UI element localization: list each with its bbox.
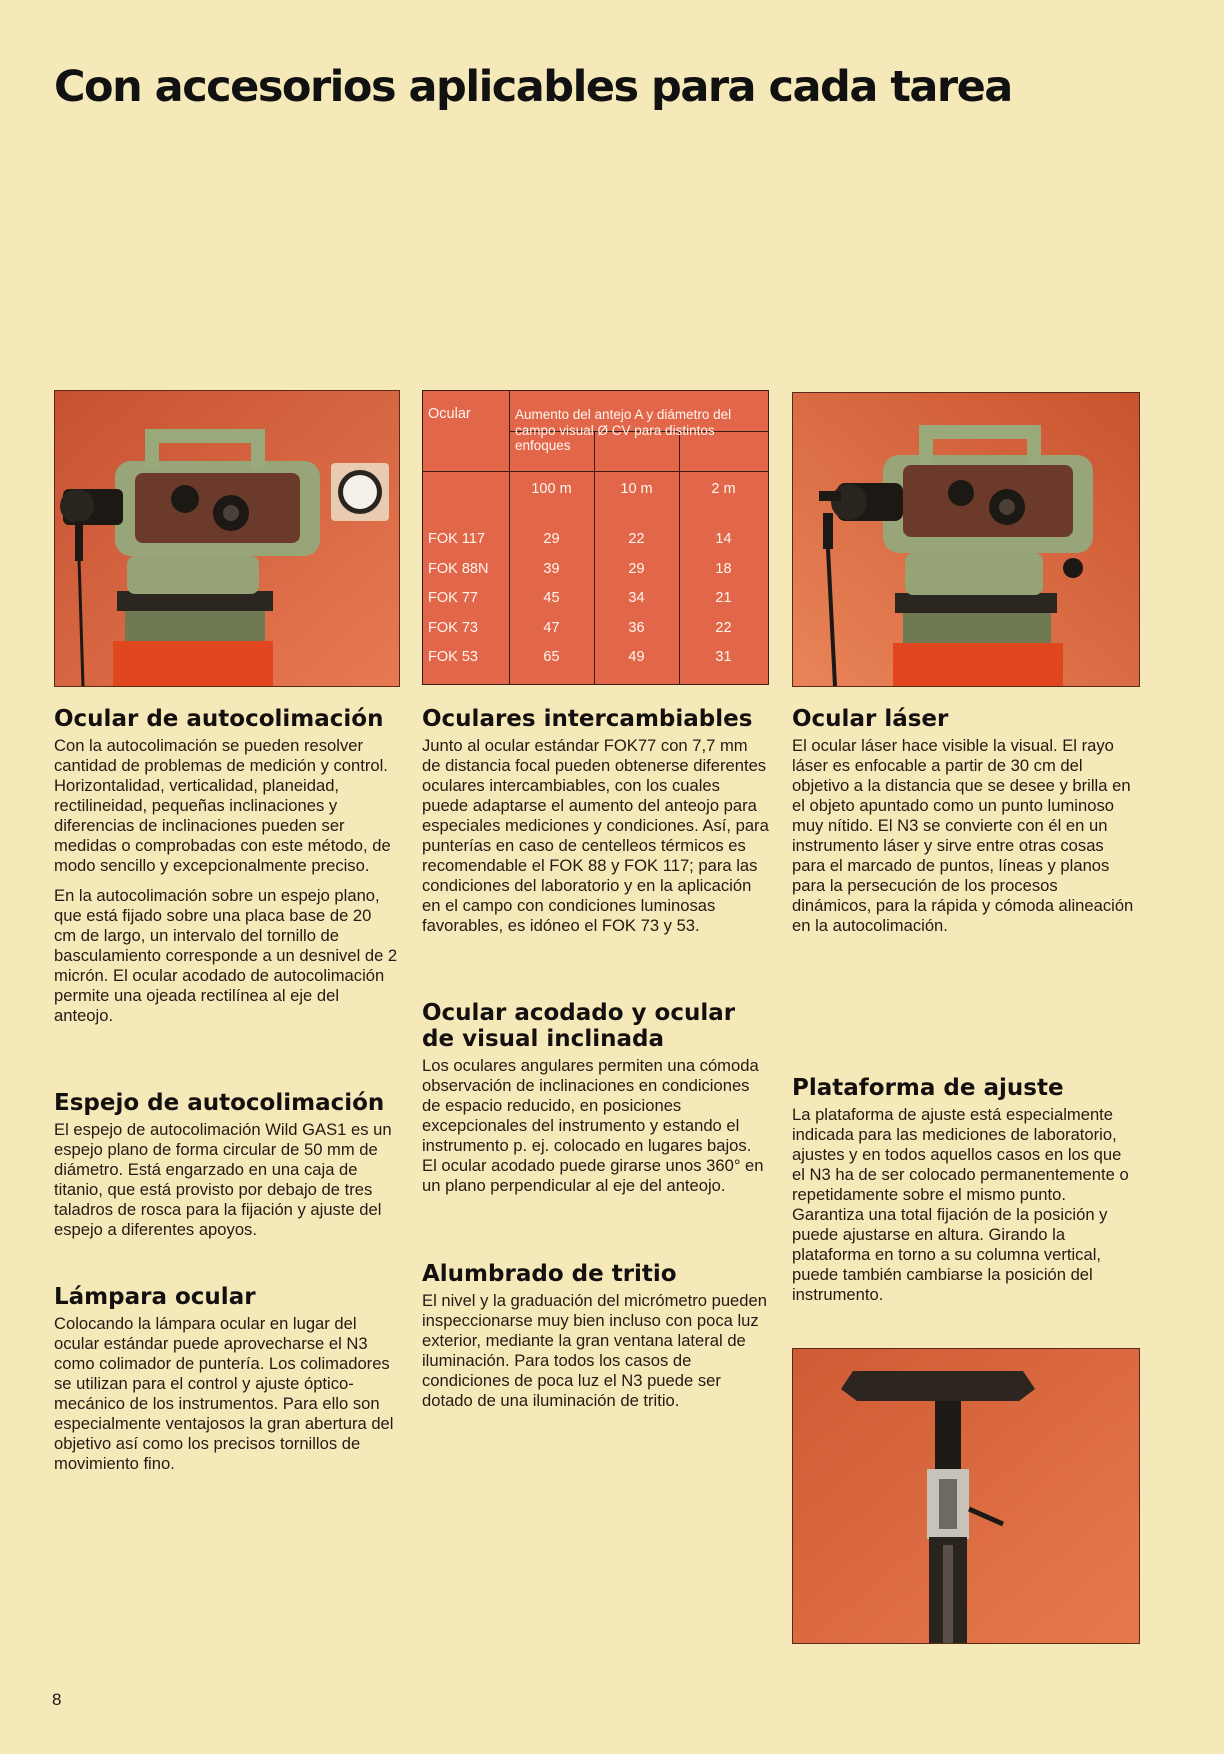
section-paragraph: El ocular láser hace visible la visual. El rayo láser es enfocable a partir de 30 cm del objetivo a la distancia que se desee y brilla en el objeto apuntado como un punto luminoso muy nítido. El N3 se convierte con él en un instrumento láser y sirve entre otras cosas para el marcado de puntos, líneas y planos para la persecución de los procesos dinámicos, para la rápida y cómoda alineación en la autocolimación. — [792, 736, 1134, 935]
table-header-ocular: Ocular — [428, 406, 471, 422]
section-ocular-laser — [792, 706, 1138, 936]
table-cell: 21 — [715, 590, 732, 606]
section-espejo-autocolimacion — [54, 1090, 398, 1240]
section-heading: Lámpara ocular — [54, 1284, 256, 1310]
photo-adjustment-platform — [792, 1348, 1140, 1644]
section-oculares-intercambiables — [422, 706, 769, 936]
table-cell: 18 — [715, 561, 732, 577]
table-header-distance-2m: 2 m — [711, 481, 736, 497]
section-paragraph: En la autocolimación sobre un espejo plano, que está fijado sobre una placa base de 20 cm de largo, un intervalo del tornillo de basculamiento corresponde a un desnivel de 2 micrón. El ocular acodado de autocolimación permite una ojeada rectilínea al eje del anteojo. — [54, 886, 398, 1025]
eyepiece-magnification-table — [422, 390, 769, 685]
page-title: Con accesorios aplicables para cada tarea — [54, 62, 1012, 112]
table-row-ocular: FOK 53 — [428, 649, 478, 665]
table-cell: 29 — [543, 531, 560, 547]
photo-laser-eyepiece-instrument — [792, 392, 1140, 687]
section-heading: Ocular láser — [792, 706, 949, 732]
table-header-distance-10m: 10 m — [620, 481, 653, 497]
table-cell: 65 — [543, 649, 560, 665]
table-row-ocular: FOK 77 — [428, 590, 478, 606]
section-heading: Oculares intercambiables — [422, 706, 753, 732]
table-header-magnification: Aumento del antejo A y diámetro del campo visual Ø CV para distintos enfoques — [515, 407, 732, 453]
table-cell: 49 — [628, 649, 645, 665]
table-header-distance-100m: 100 m — [531, 481, 572, 497]
table-cell: 36 — [628, 620, 645, 636]
section-ocular-acodado — [422, 1000, 769, 1196]
photo-autocollimation-instrument — [54, 390, 400, 687]
section-paragraph: El espejo de autocolimación Wild GAS1 es un espejo plano de forma circular de 50 mm de diámetro. Está engarzado en una caja de titanio, que está provisto por debajo de tres taladros de rosca para la fijación y ajuste del espejo a diferentes apoyos. — [54, 1120, 392, 1239]
table-cell: 31 — [715, 649, 732, 665]
table-cell: 45 — [543, 590, 560, 606]
section-plataforma-ajuste — [792, 1075, 1138, 1305]
section-paragraph: Con la autocolimación se pueden resolver cantidad de problemas de medición y control. Horizontalidad, verticalidad, planeidad, rectilineidad, pequeñas inclinaciones y diferencias de inclinaciones pueden ser medidas o comprobadas con este método, de modo sencillo y excepcionalmente preciso. — [54, 736, 391, 875]
section-ocular-autocolimacion — [54, 706, 398, 1026]
table-row-ocular: FOK 117 — [428, 531, 485, 547]
table-cell: 22 — [628, 531, 645, 547]
section-heading: Ocular de autocolimación — [54, 706, 384, 732]
section-paragraph: Colocando la lámpara ocular en lugar del ocular estándar puede aprovecharse el N3 como colimador de puntería. Los colimadores se utilizan para el control y ajuste óptico-mecánico de los instrumentos. Para ello son especialmente ventajosos la gran abertura del objetivo así como los precisos tornillos de movimiento fino. — [54, 1314, 394, 1473]
section-heading: Espejo de autocolimación — [54, 1090, 385, 1116]
section-alumbrado-tritio — [422, 1261, 769, 1411]
section-paragraph: Junto al ocular estándar FOK77 con 7,7 mm de distancia focal pueden obtenerse diferentes oculares intercambiables, con los cuales puede adaptarse el aumento del anteojo para especiales mediciones y condiciones. Así, para punterías en caso de centelleos térmicos es recomendable el FOK 88 y FOK 117; para las condiciones del laboratorio y en la aplicación en el campo con condiciones luminosas favorables, es idóneo el FOK 73 y 53. — [422, 736, 769, 935]
section-paragraph: El nivel y la graduación del micrómetro pueden inspeccionarse muy bien incluso con poca luz exterior, mediante la gran ventana lateral de iluminación. Para todos los casos de condiciones de poca luz el N3 puede ser dotado de una iluminación de tritio. — [422, 1291, 767, 1410]
table-cell: 29 — [628, 561, 645, 577]
page-number: 8 — [52, 1690, 62, 1709]
section-paragraph: La plataforma de ajuste está especialmente indicada para las mediciones de laboratorio, ajustes y en todos aquellos casos en los que el N3 ha de ser colocado permanentemente o repetidamente sobre el mismo punto. Garantiza una total fijación de la posición y puede ajustarse en altura. Girando la plataforma en torno a su columna vertical, puede también cambiarse la posición del instrumento. — [792, 1105, 1129, 1304]
section-lampara-ocular — [54, 1284, 398, 1474]
table-cell: 14 — [715, 531, 732, 547]
table-cell: 22 — [715, 620, 732, 636]
table-row-ocular: FOK 88N — [428, 561, 489, 577]
section-heading: Plataforma de ajuste — [792, 1075, 1064, 1101]
section-paragraph: Los oculares angulares permiten una cómoda observación de inclinaciones en condiciones de espacio reducido, en posiciones excepcionales del instrumento y estando el instrumento p. ej. colocado en lugares bajos. El ocular acodado puede girarse unos 360° en un plano perpendicular al eje del anteojo. — [422, 1056, 764, 1195]
section-heading: Ocular acodado y ocular de visual inclinada — [422, 1000, 736, 1052]
table-cell: 34 — [628, 590, 645, 606]
table-cell: 39 — [543, 561, 560, 577]
table-row-ocular: FOK 73 — [428, 620, 478, 636]
table-cell: 47 — [543, 620, 560, 636]
section-heading: Alumbrado de tritio — [422, 1261, 677, 1287]
